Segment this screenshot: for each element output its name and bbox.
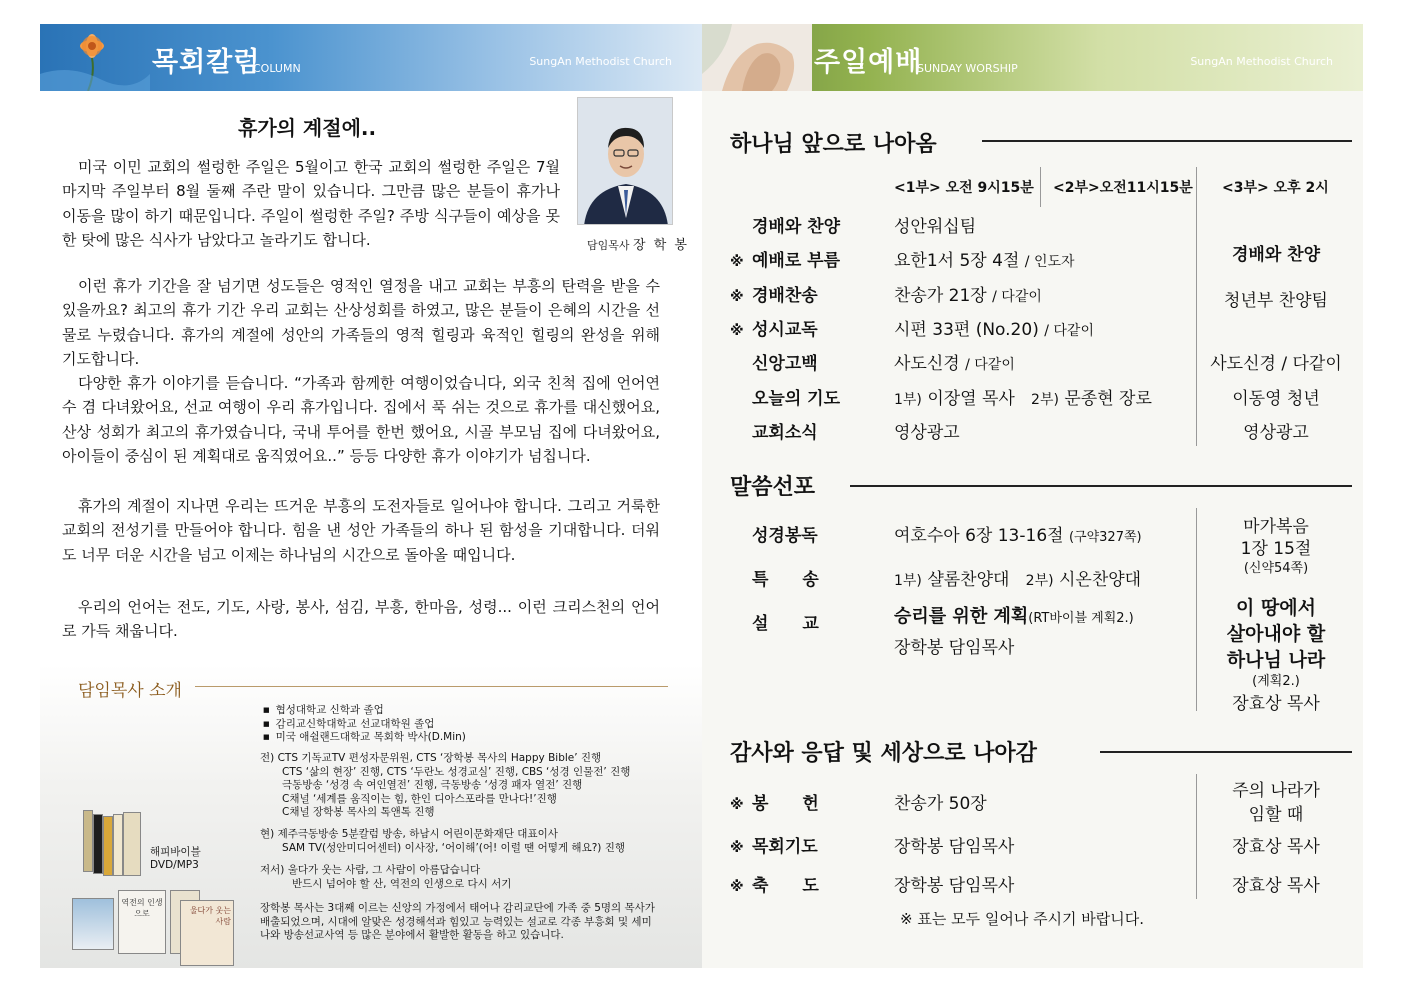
current-label: 현)	[260, 828, 275, 840]
order-label-text: 경배와 찬양	[752, 217, 841, 237]
former-item: CTS 기독교TV 편성자문위원, CTS ‘장학봉 목사의 Happy Bible’ 진행	[277, 752, 602, 764]
former-item: C채널 ‘세계를 움직이는 힘, 한인 디아스포라를 만나다!’진행	[282, 792, 557, 805]
column-divider	[1196, 774, 1197, 899]
worship-page	[702, 24, 1363, 968]
dvd-case	[93, 814, 103, 874]
column-paragraph: 우리의 언어는 전도, 기도, 사랑, 봉사, 섬김, 부흥, 한마음, 성령... 이런 크리스천의 언어로 가득 채웁니다.	[62, 598, 660, 641]
order-label	[730, 418, 860, 443]
former-label: 전)	[260, 752, 275, 764]
footnote: ※ 표는 모두 일어나 주시기 바랍니다.	[900, 910, 1145, 928]
service-prefix: 1부)	[894, 392, 922, 408]
dvd-case	[83, 810, 93, 872]
section-rule	[1100, 751, 1352, 753]
order-value	[894, 521, 1142, 546]
order-value-text: 시온찬양대	[1058, 570, 1142, 590]
order-label-text: 특 송	[752, 570, 819, 590]
column-paragraph: 다양한 휴가 이야기를 듣습니다. “가족과 함께한 여행이었습니다, 외국 친척 집에 언어연수 겸 다녀왔어요, 선교 여행이 우리 휴가입니다. 집에서 푹 쉬는 것으로 휴가를 대신했어요, 산상 성회가 최고의 휴가였습니다, 국내 투어를 한번 했어요, 시골 부모님 집에 다녀왔어요, 아이들이 중심이 된 계획대로 움직였어요..” 등등 다양한 휴가 이야기가 넘칩니다.	[62, 374, 660, 466]
third-service-sermon: 이 땅에서	[1235, 597, 1317, 619]
column-paragraph: 휴가의 계절이 지나면 우리는 뜨거운 부흥의 도전자들로 일어나야 합니다. 그리고 거룩한 교회의 전성기를 만들어야 합니다. 힘을 낸 성안 가족들의 하나 된 함성을 기대합니다. 더워도 너무 더운 시간을 넘고 이제는 하나님의 시간으로 돌아올 때입니다.	[62, 497, 660, 564]
pastor-photo	[577, 97, 673, 225]
education-item: ■ 미국 애쉴랜드대학교 목회학 박사(D.Min)	[263, 731, 466, 745]
banner-subtitle: COLUMN	[253, 62, 301, 75]
flower-decoration	[40, 24, 150, 91]
order-value-text: 요한1서 5장 4절	[894, 251, 1020, 271]
stand-mark: ※	[730, 254, 744, 270]
third-service-value: 청년부 찬양팀	[1224, 291, 1328, 311]
column-page	[40, 24, 702, 968]
order-label-text: 목회기도	[752, 837, 818, 857]
current-positions	[260, 828, 680, 855]
current-item: 제주극동방송 5분칼럼 방송, 하남시 어린이문화재단 대표이사	[277, 828, 558, 840]
third-service-value: 마가복음	[1243, 517, 1309, 537]
order-value-text: 문종현 장로	[1064, 389, 1152, 409]
column-divider	[1196, 167, 1197, 446]
order-label-text: 성시교독	[752, 320, 818, 340]
preacher: 장학봉 담임목사	[894, 638, 1015, 658]
order-value-text: 이장열 목사	[927, 389, 1015, 409]
order-value-text: 여호수아 6장 13-16절	[894, 526, 1064, 546]
order-value	[894, 602, 1134, 628]
banner-subtitle: SUNDAY WORSHIP	[917, 62, 1018, 75]
books-label: 저서)	[260, 864, 285, 876]
third-service-value: 영상광고	[1243, 423, 1309, 443]
product-label-line: DVD/MP3	[150, 859, 199, 871]
sermon-title: 승리를 위한 계획	[894, 606, 1029, 627]
sermon-note: (RT바이블 계획2.)	[1028, 611, 1134, 626]
pastor-name: 장 학 봉	[633, 238, 689, 253]
book-cover: 울다가 웃는사람	[180, 900, 234, 966]
order-value-suffix: / 다같이	[1044, 323, 1094, 339]
dvd-case	[113, 814, 123, 876]
education-item: ■ 감리교신학대학교 선교대학원 졸업	[263, 718, 466, 732]
book-cover: 역전의 인생으로	[118, 890, 166, 954]
sermon-note: (계획2.)	[1252, 674, 1300, 689]
church-name: SungAn Methodist Church	[529, 55, 672, 68]
stand-mark: ※	[730, 797, 744, 813]
third-service-value: 임할 때	[1248, 805, 1304, 825]
product-label	[150, 846, 201, 872]
former-item: C채널 장학봉 목사의 톡앤톡 진행	[282, 806, 435, 818]
service-header-3: <3부> 오후 2시	[1222, 180, 1329, 196]
order-value-text: 샬롬찬양대	[927, 570, 1010, 590]
book-cover	[72, 898, 114, 950]
order-value: 장학봉 담임목사	[894, 876, 1015, 896]
dvd-case	[103, 816, 113, 876]
third-service-value: 장효상 목사	[1232, 694, 1320, 714]
order-label	[730, 565, 860, 590]
section-title: 감사와 응답 및 세상으로 나아감	[730, 741, 1037, 766]
order-value-suffix: / 다같이	[965, 357, 1015, 373]
order-value	[894, 246, 1075, 271]
order-value-note: (구약327쪽)	[1068, 530, 1142, 545]
column-divider	[1040, 167, 1041, 207]
column-banner	[40, 24, 702, 91]
column-divider	[1196, 508, 1197, 711]
service-header-1: <1부> 오전 9시15분	[894, 180, 1034, 196]
worship-banner	[702, 24, 1363, 91]
third-service-value: 주의 나라가	[1232, 781, 1320, 801]
third-service-value: 장효상 목사	[1232, 876, 1320, 896]
dvd-case	[123, 812, 141, 876]
education-item: ■ 협성대학교 신학과 졸업	[263, 704, 466, 718]
pastor-caption	[587, 234, 689, 253]
order-label	[730, 384, 860, 409]
praying-hands-decoration	[702, 24, 812, 91]
third-service-value: 사도신경 / 다같이	[1210, 354, 1342, 374]
service-prefix: 2부)	[1025, 573, 1054, 589]
section-rule	[982, 140, 1352, 142]
order-value	[894, 384, 1152, 409]
order-value-text: 찬송가 21장	[894, 286, 987, 306]
pastor-bio-section	[40, 664, 702, 968]
banner-title: 목회칼럼	[152, 47, 261, 78]
reading-note: (신약54쪽)	[1243, 561, 1309, 576]
third-service-value	[1200, 670, 1352, 690]
order-value-suffix: / 다같이	[992, 289, 1042, 305]
order-label	[730, 789, 860, 814]
order-label	[730, 315, 860, 340]
order-value	[894, 281, 1042, 306]
stand-mark: ※	[730, 879, 744, 895]
book-item: 반드시 넘어야 할 산, 역전의 인생으로 다시 서기	[292, 877, 512, 890]
book-item: 울다가 웃는 사람, 그 사람이 아름답습니다	[287, 864, 481, 876]
order-value: 장학봉 담임목사	[894, 837, 1015, 857]
order-label-text: 성경봉독	[752, 526, 818, 546]
pastor-role: 담임목사	[587, 239, 630, 252]
third-service-sermon: 살아내야 할	[1226, 623, 1326, 645]
bio-summary: 장학봉 목사는 3대째 이르는 신앙의 가정에서 태어나 감리교단에 가족 중 5명의 목사가 배출되었으며, 시대에 알맞은 성경해석과 힘있고 능력있는 설교로 각종 부흥회 및 세미나와 방송선교사역 등 많은 분야에서 활발한 활동을 하고 있습니다.	[260, 902, 655, 941]
order-label-text: 경배찬송	[752, 286, 818, 306]
order-label-text: 설 교	[752, 614, 819, 634]
order-value-text: 사도신경	[894, 354, 960, 374]
section-rule	[850, 485, 1352, 487]
order-label	[730, 609, 860, 634]
books-list	[260, 864, 680, 891]
order-value	[894, 349, 1015, 374]
service-prefix: 1부)	[894, 573, 922, 589]
column-title: 휴가의 계절에..	[238, 116, 377, 140]
stand-mark: ※	[730, 840, 744, 856]
former-item: CTS ‘삶의 현장’ 진행, CTS ‘두란노 성경교실’ 진행, CBS ‘성경 인물전’ 진행	[282, 765, 631, 778]
section-title: 하나님 앞으로 나아옴	[730, 132, 937, 157]
third-service-value: 1장 15절	[1240, 539, 1312, 559]
order-label	[730, 832, 860, 857]
order-label-text: 봉 헌	[752, 794, 819, 814]
stand-mark: ※	[730, 289, 744, 305]
order-label-text: 오늘의 기도	[752, 389, 841, 409]
order-value: 찬송가 50장	[894, 794, 987, 814]
current-item: SAM TV(성안미디어센터) 이사장, ‘어이해’(어! 이럴 땐 어떻게 해요?) 진행	[282, 841, 626, 854]
bio-heading: 담임목사 소개	[78, 681, 182, 701]
order-label-text: 신앙고백	[752, 354, 818, 374]
order-value: 영상광고	[894, 423, 960, 443]
former-item: 극동방송 ‘성경 속 여인열전’ 진행, 극동방송 ‘성경 패자 열전’ 진행	[282, 779, 583, 791]
order-label-text: 예배로 부름	[752, 251, 841, 271]
third-service-sermon: 하나님 나라	[1226, 649, 1326, 671]
order-value-suffix: / 인도자	[1024, 254, 1075, 270]
order-label-text: 축 도	[752, 876, 819, 896]
service-prefix: 2부)	[1031, 392, 1059, 408]
order-label	[730, 349, 860, 374]
order-value: 성안워십팀	[894, 217, 977, 237]
column-paragraph: 이런 휴가 기간을 잘 넘기면 성도들은 영적인 열정을 내고 교회는 부흥의 탄력을 받을 수 있을까요? 최고의 휴가 기간 우리 교회는 산상성회를 하였고, 많은 분들이 은혜의 시간을 선물로 누렸습니다. 휴가의 계절에 성안의 가족들의 영적 힐링과 육적인 힐링의 완성을 위해 기도합니다.	[62, 277, 660, 369]
order-label	[730, 521, 860, 546]
third-service-value	[1200, 557, 1352, 577]
order-value-text: 시편 33편 (No.20)	[894, 320, 1039, 340]
product-label-line: 해피바이블	[150, 846, 201, 858]
section-title: 말씀선포	[730, 475, 816, 500]
order-label	[730, 212, 860, 237]
former-positions	[260, 752, 680, 820]
order-label	[730, 246, 860, 271]
banner-title: 주일예배	[814, 47, 923, 78]
order-value	[894, 315, 1094, 340]
third-service-value: 이동영 청년	[1232, 389, 1320, 409]
third-service-value: 장효상 목사	[1232, 837, 1320, 857]
church-name: SungAn Methodist Church	[1190, 55, 1333, 68]
order-value	[894, 565, 1141, 590]
education-list	[263, 704, 466, 745]
order-label	[730, 871, 860, 896]
order-label-text: 교회소식	[752, 423, 818, 443]
stand-mark: ※	[730, 323, 744, 339]
service-header-2: <2부>오전11시15분	[1053, 180, 1193, 196]
third-service-value: 경배와 찬양	[1231, 245, 1321, 265]
bio-divider	[195, 686, 668, 687]
order-label	[730, 281, 860, 306]
column-paragraph: 미국 이민 교회의 썰렁한 주일은 5월이고 한국 교회의 썰렁한 주일은 7월 마지막 주일부터 8월 둘째 주란 말이 있습니다. 그만큼 많은 분들이 휴가나 이동을 많이 하기 때문입니다. 주일이 썰렁한 주일? 주방 식구들이 예상을 못 한 탓에 많은 식사가 남았다고 놀라기도 합니다.	[62, 158, 560, 250]
